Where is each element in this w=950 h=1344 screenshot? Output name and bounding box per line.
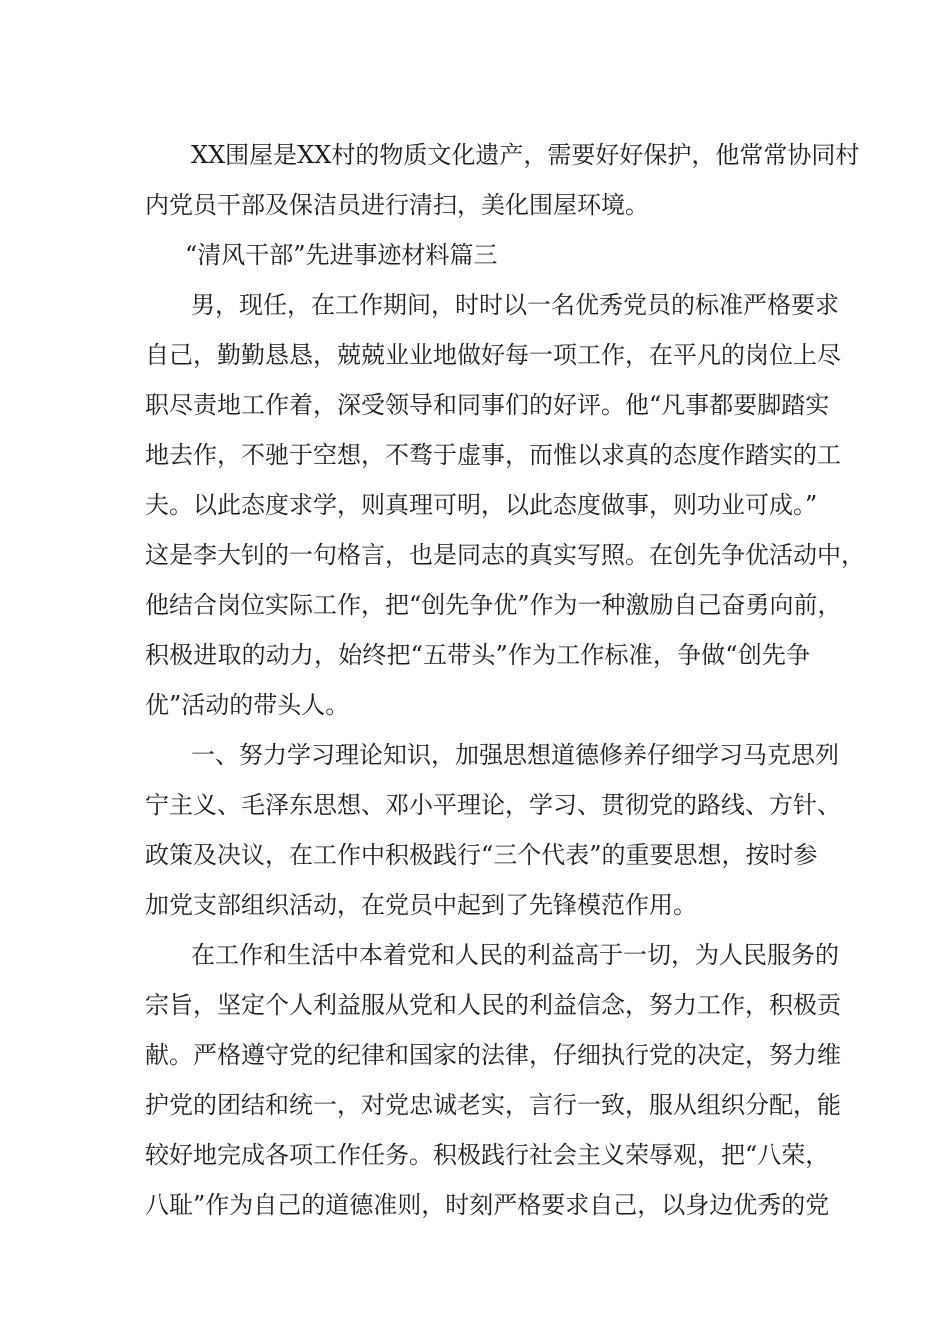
text-line: 较好地完成各项工作任务。积极践行社会主义荣辱观，把“八荣， xyxy=(145,1141,830,1169)
section-heading xyxy=(145,230,810,280)
paragraph-1 xyxy=(145,130,860,230)
text-line: 在工作和生活中本着党和人民的利益高于一切，为人民服务的 xyxy=(191,941,839,969)
text-line: 献。严格遵守党的纪律和国家的法律，仔细执行党的决定，努力维 xyxy=(145,1041,841,1069)
text-line: 宁主义、毛泽东思想、邓小平理论，学习、贯彻党的路线、方针、 xyxy=(145,791,841,819)
text-line: 加党支部组织活动，在党员中起到了先锋模范作用。 xyxy=(145,891,697,919)
text-line: 八耻”作为自己的道德准则，时刻严格要求自己，以身边优秀的党 xyxy=(145,1191,830,1219)
text-line: 自己，勤勤恳恳，兢兢业业地做好每一项工作，在平凡的岗位上尽 xyxy=(145,341,841,369)
text-line: 职尽责地工作着，深受领导和同事们的好评。他“凡事都要脚踏实 xyxy=(145,391,830,419)
text-line: 积极进取的动力，始终把“五带头”作为工作标准，争做“创先争 xyxy=(145,641,810,669)
text-line: 内党员干部及保洁员进行清扫，美化围屋环境。 xyxy=(145,191,649,219)
text-line: 他结合岗位实际工作，把“创先争优”作为一种激励自己奋勇向前， xyxy=(145,591,842,619)
text-line: 护党的团结和统一，对党忠诚老实，言行一致，服从组织分配，能 xyxy=(145,1091,841,1119)
document-body xyxy=(145,130,865,1230)
text-line: 男，现任，在工作期间，时时以一名优秀党员的标准严格要求 xyxy=(191,291,839,319)
text-line: 这是李大钊的一句格言，也是同志的真实写照。在创先争优活动中， xyxy=(145,541,865,569)
text-line: 地去作，不驰于空想，不骛于虚事，而惟以求真的态度作踏实的工 xyxy=(145,441,841,469)
text-line: 优”活动的带头人。 xyxy=(145,691,350,719)
text-line: 政策及决议，在工作中积极践行“三个代表”的重要思想，按时参 xyxy=(145,841,818,869)
text-line: 一、努力学习理论知识，加强思想道德修养仔细学习马克思列 xyxy=(191,741,839,769)
paragraph-2 xyxy=(145,280,865,730)
text-line: 夫。以此态度求学，则真理可明，以此态度做事，则功业可成。” xyxy=(145,491,818,519)
heading-text: “清风干部”先进事迹材料篇三 xyxy=(185,241,498,269)
text-line: 宗旨，坚定个人利益服从党和人民的利益信念，努力工作，积极贡 xyxy=(145,991,841,1019)
paragraph-4 xyxy=(145,930,841,1230)
paragraph-3 xyxy=(145,730,841,930)
text-line: XX围屋是XX村的物质文化遗产，需要好好保护，他常常协同村 xyxy=(191,141,860,169)
